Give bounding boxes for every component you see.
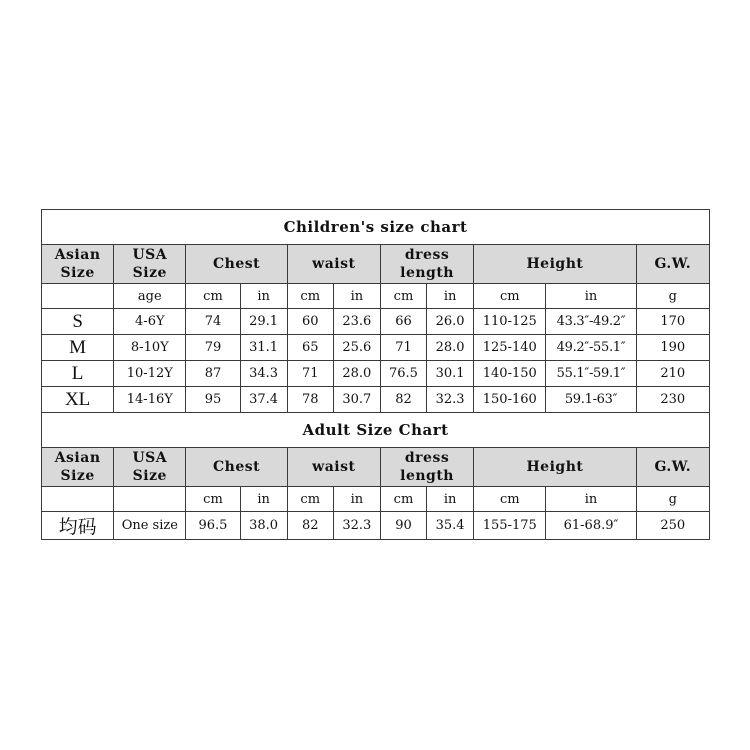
header-asian-size: Asian Size (42, 245, 114, 284)
waist-cm-cell: 60 (287, 309, 333, 335)
adult-chart-title: Adult Size Chart (42, 413, 710, 448)
asian-size-cell: 均码 (42, 512, 114, 540)
unit-cell: cm (380, 284, 426, 309)
header-gw: G.W. (636, 245, 709, 284)
waist-cm-cell: 82 (287, 512, 333, 540)
height-in-cell: 61-68.9″ (546, 512, 636, 540)
unit-cell: in (333, 284, 380, 309)
gw-cell: 250 (636, 512, 709, 540)
chest-in-cell: 34.3 (240, 361, 287, 387)
waist-in-cell: 23.6 (333, 309, 380, 335)
unit-cell: cm (287, 487, 333, 512)
header-asian-size: Asian Size (42, 448, 114, 487)
unit-cell (42, 284, 114, 309)
header-chest: Chest (186, 245, 287, 284)
unit-cell: in (546, 284, 636, 309)
asian-size-cell: L (42, 361, 114, 387)
header-usa-size: USA Size (114, 448, 186, 487)
size-chart-table (41, 209, 710, 540)
unit-cell: in (333, 487, 380, 512)
height-in-cell: 43.3″-49.2″ (546, 309, 636, 335)
unit-cell: in (240, 487, 287, 512)
waist-cm-cell: 65 (287, 335, 333, 361)
table-row (42, 309, 710, 335)
unit-cell: g (636, 284, 709, 309)
table-row (42, 512, 710, 540)
dress-in-cell: 30.1 (427, 361, 474, 387)
children-chart-title: Children's size chart (42, 210, 710, 245)
chest-cm-cell: 74 (186, 309, 240, 335)
waist-in-cell: 25.6 (333, 335, 380, 361)
header-waist: waist (287, 245, 380, 284)
unit-cell: cm (287, 284, 333, 309)
chest-cm-cell: 96.5 (186, 512, 240, 540)
height-in-cell: 55.1″-59.1″ (546, 361, 636, 387)
unit-cell: in (427, 487, 474, 512)
chest-in-cell: 31.1 (240, 335, 287, 361)
dress-in-cell: 35.4 (427, 512, 474, 540)
chest-in-cell: 38.0 (240, 512, 287, 540)
height-cm-cell: 155-175 (474, 512, 546, 540)
unit-cell: g (636, 487, 709, 512)
usa-size-cell: 10-12Y (114, 361, 186, 387)
chest-in-cell: 37.4 (240, 387, 287, 413)
header-usa-size: USA Size (114, 245, 186, 284)
asian-size-cell: M (42, 335, 114, 361)
unit-cell: cm (474, 284, 546, 309)
table-row (42, 335, 710, 361)
chest-cm-cell: 95 (186, 387, 240, 413)
chest-in-cell: 29.1 (240, 309, 287, 335)
header-chest: Chest (186, 448, 287, 487)
header-dress-length: dress length (380, 245, 473, 284)
unit-cell: age (114, 284, 186, 309)
waist-in-cell: 32.3 (333, 512, 380, 540)
dress-in-cell: 32.3 (427, 387, 474, 413)
dress-cm-cell: 76.5 (380, 361, 426, 387)
unit-cell: in (240, 284, 287, 309)
size-chart (41, 209, 710, 540)
asian-size-cell: XL (42, 387, 114, 413)
dress-in-cell: 26.0 (427, 309, 474, 335)
dress-cm-cell: 71 (380, 335, 426, 361)
height-in-cell: 49.2″-55.1″ (546, 335, 636, 361)
height-cm-cell: 150-160 (474, 387, 546, 413)
header-height: Height (474, 245, 636, 284)
dress-cm-cell: 66 (380, 309, 426, 335)
unit-cell: in (546, 487, 636, 512)
adult-unit-row (42, 487, 710, 512)
height-cm-cell: 125-140 (474, 335, 546, 361)
unit-cell (114, 487, 186, 512)
waist-cm-cell: 78 (287, 387, 333, 413)
gw-cell: 170 (636, 309, 709, 335)
waist-in-cell: 30.7 (333, 387, 380, 413)
height-in-cell: 59.1-63″ (546, 387, 636, 413)
gw-cell: 230 (636, 387, 709, 413)
table-row (42, 361, 710, 387)
chest-cm-cell: 87 (186, 361, 240, 387)
height-cm-cell: 140-150 (474, 361, 546, 387)
gw-cell: 190 (636, 335, 709, 361)
unit-cell (42, 487, 114, 512)
unit-cell: in (427, 284, 474, 309)
usa-size-cell: 4-6Y (114, 309, 186, 335)
usa-size-cell: One size (114, 512, 186, 540)
unit-cell: cm (474, 487, 546, 512)
waist-cm-cell: 71 (287, 361, 333, 387)
dress-cm-cell: 90 (380, 512, 426, 540)
usa-size-cell: 8-10Y (114, 335, 186, 361)
adult-header-row (42, 448, 710, 487)
dress-cm-cell: 82 (380, 387, 426, 413)
unit-cell: cm (380, 487, 426, 512)
gw-cell: 210 (636, 361, 709, 387)
unit-cell: cm (186, 487, 240, 512)
asian-size-cell: S (42, 309, 114, 335)
children-unit-row (42, 284, 710, 309)
header-gw: G.W. (636, 448, 709, 487)
dress-in-cell: 28.0 (427, 335, 474, 361)
height-cm-cell: 110-125 (474, 309, 546, 335)
waist-in-cell: 28.0 (333, 361, 380, 387)
children-header-row (42, 245, 710, 284)
header-dress-length: dress length (380, 448, 473, 487)
usa-size-cell: 14-16Y (114, 387, 186, 413)
header-height: Height (474, 448, 636, 487)
unit-cell: cm (186, 284, 240, 309)
chest-cm-cell: 79 (186, 335, 240, 361)
header-waist: waist (287, 448, 380, 487)
table-row (42, 387, 710, 413)
